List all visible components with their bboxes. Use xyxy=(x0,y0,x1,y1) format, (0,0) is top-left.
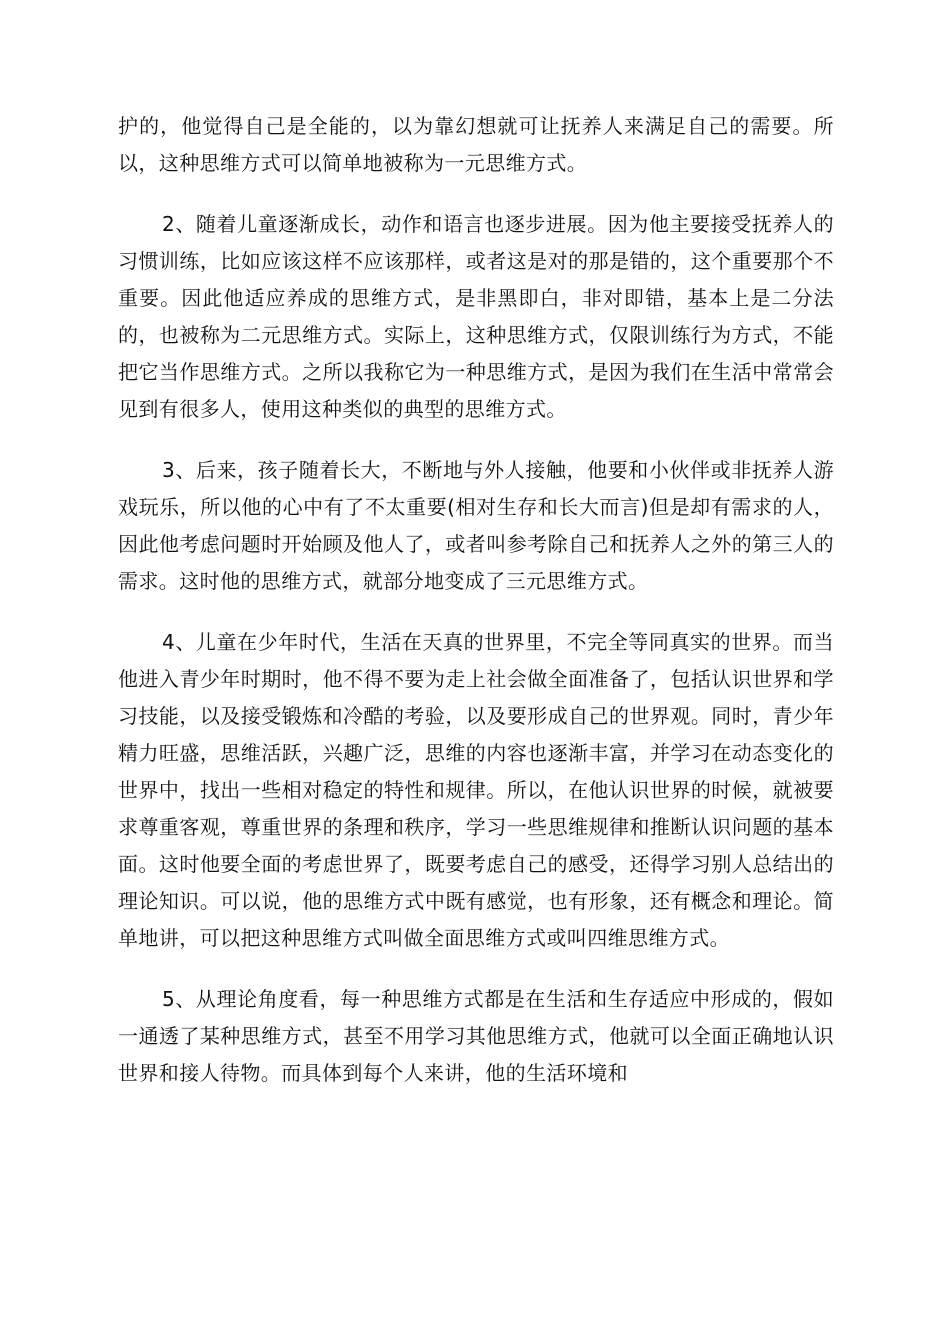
paragraph-continuation: 护的，他觉得自己是全能的，以为靠幻想就可让抚养人来满足自己的需要。所以，这种思维方式可以简单地被称为一元思维方式。 xyxy=(118,114,834,175)
paragraph-2: 2、随着儿童逐渐成长，动作和语言也逐步进展。因为他主要接受抚养人的习惯训练，比如应该这样不应该那样，或者这是对的那是错的，这个重要那个不重要。因此他适应养成的思维方式，是非黑即白，非对即错，基本上是二分法的，也被称为二元思维方式。实际上，这种思维方式，仅限训练行为方式，不能把它当作思维方式。之所以我称它为一种思维方式，是因为我们在生活中常常会见到有很多人，使用这种类似的典型的思维方式。 xyxy=(118,212,834,421)
paragraph-4: 4、儿童在少年时代，生活在天真的世界里，不完全等同真实的世界。而当他进入青少年时期时，他不得不要为走上社会做全面准备了，包括认识世界和学习技能，以及接受锻炼和冷酷的考验，以及要形成自己的世界观。同时，青少年精力旺盛，思维活跃，兴趣广泛，思维的内容也逐渐丰富，并学习在动态变化的世界中，找出一些相对稳定的特性和规律。所以，在他认识世界的时候，就被要求尊重客观，尊重世界的条理和秩序，学习一些思维规律和推断认识问题的基本面。这时他要全面的考虑世界了，既要考虑自己的感受，还得学习别人总结出的理论知识。可以说，他的思维方式中既有感觉，也有形象，还有概念和理论。简单地讲，可以把这种思维方式叫做全面思维方式或叫四维思维方式。 xyxy=(118,630,834,950)
paragraph-5: 5、从理论角度看，每一种思维方式都是在生活和生存适应中形成的，假如一通透了某种思维方式，甚至不用学习其他思维方式，他就可以全面正确地认识世界和接人待物。而具体到每个人来讲，他的生活环境和 xyxy=(118,987,834,1085)
paragraph-3: 3、后来，孩子随着长大，不断地与外人接触，他要和小伙伴或非抚养人游戏玩乐，所以他的心中有了不太重要(相对生存和长大而言)但是却有需求的人，因此他考虑问题时开始顾及他人了，或者叫参考除自己和抚养人之外的第三人的需求。这时他的思维方式，就部分地变成了三元思维方式。 xyxy=(118,458,834,593)
document-body xyxy=(118,108,834,1116)
